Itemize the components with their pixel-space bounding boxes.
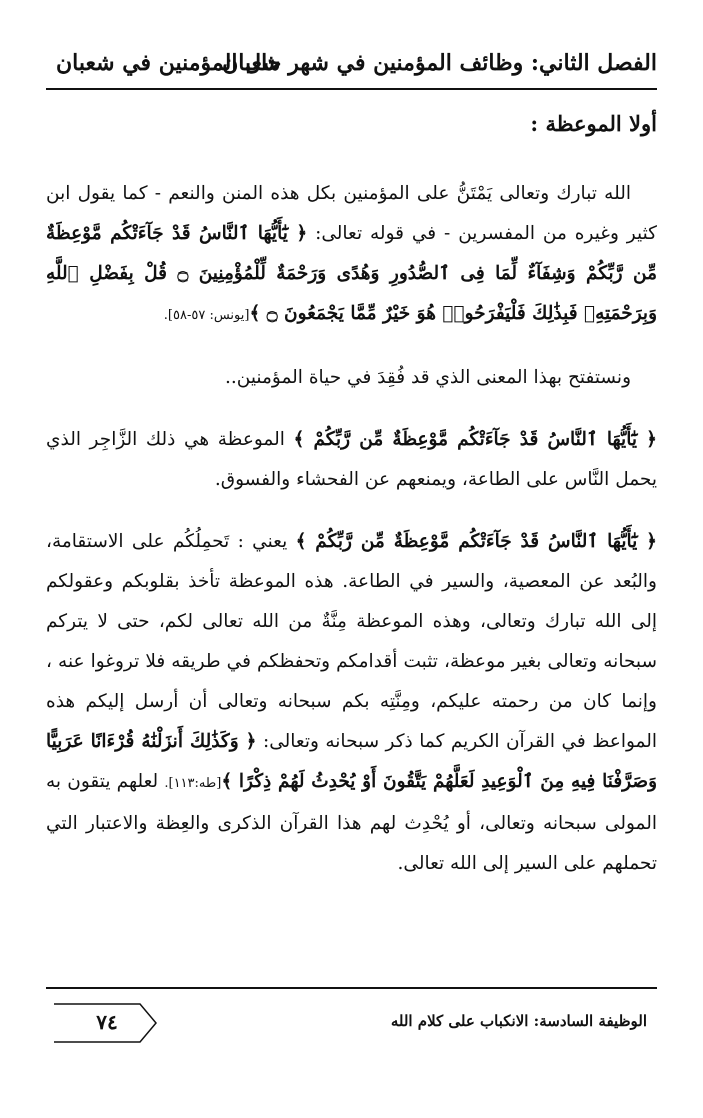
quran-verse: ﴿ يَٰٓأَيُّهَا ٱلنَّاسُ قَدْ جَآءَتْكُم مَّوْعِظَةٌ مِّن رَّبِّكُمْ ﴾ <box>293 429 657 450</box>
paragraph-4 <box>46 522 657 884</box>
paragraph-text: الله تبارك وتعالى يَمْتَنُّ على المؤمنين بكل هذه المنن والنعم - كما يقول ابن كثير وغيره من المفسرين - في قوله تعالى: <box>46 183 657 244</box>
page-footer <box>46 1000 657 1050</box>
quran-verse: ﴿ وَكَذَٰلِكَ أَنزَلْنَٰهُ قُرْءَانًا عَرَبِيًّا وَصَرَّفْنَا فِيهِ مِنَ ٱلْوَعِيدِ لَعَلَّهُمْ يَتَّقُونَ أَوْ يُحْدِثُ لَهُمْ ذِكْرًا ﴾ <box>46 731 658 792</box>
footer-divider <box>46 987 657 989</box>
quran-verse: ﴿ يَٰٓأَيُّهَا ٱلنَّاسُ قَدْ جَآءَتْكُم مَّوْعِظَةٌ مِّن رَّبِّكُمْ ﴾ <box>295 531 657 552</box>
paragraph-3 <box>46 420 657 500</box>
page-body <box>46 100 657 906</box>
verse-reference: [يونس: ٥٧-٥٨]. <box>163 308 250 323</box>
header-divider <box>46 88 657 90</box>
section-heading: أولا الموعظة : <box>530 111 657 136</box>
paragraph-text: الموعظة هي ذلك الزَّاجِر الذي يحمل النَّاس على الطاعة، ويمنعهم عن الفحشاء والفسوق. <box>46 429 657 490</box>
paragraph-1 <box>46 174 657 336</box>
quran-verse: ﴿ يَٰٓأَيُّهَا ٱلنَّاسُ قَدْ جَآءَتْكُم مَّوْعِظَةٌ مِّن رَّبِّكُمْ وَشِفَآءٌ لِّمَا فِى ٱلصُّدُورِ وَهُدًى وَرَحْمَةٌ لِّلْمُؤْمِنِينَ ۝ قُلْ بِفَضْلِ ٱللَّهِ وَبِرَحْمَتِهِۦ فَبِذَٰلِكَ فَلْيَفْرَحُوا۟ هُوَ خَيْرٌ مِّمَّا يَجْمَعُونَ ۝ ﴾ <box>46 223 657 324</box>
page-number-tab <box>52 1000 162 1046</box>
page-number: ٧٤ <box>96 1010 118 1034</box>
verse-reference: [طه:١١٣]. <box>164 776 222 791</box>
footer-title: الوظيفة السادسة: الانكباب على كلام الله <box>390 1012 647 1030</box>
section-title: حال المؤمنين في شعبان <box>56 50 282 76</box>
chapter-title: الفصل الثاني: وظائف المؤمنين في شهر شعبان <box>222 50 657 76</box>
paragraph-2: ونستفتح بهذا المعنى الذي قد فُقِدَ في حياة المؤمنين.. <box>224 367 631 388</box>
running-header <box>46 50 657 90</box>
paragraph-text: يعني : تَحمِلُكُم على الاستقامة، والبُعد عن المعصية، والسير في الطاعة. هذه الموعظة تأخذ بقلوبكم وعقولكم إلى الله تبارك وتعالى، وهذه الموعظة مِنَّةٌ من الله تعالى لكم، حتى لا يتركم سبحانه وتعالى بغير موعظة، تثبت أقدامكم وتحفظكم في طريقه فلا تروغوا عنه ، وإنما كان من رحمته عليكم، ومِنَّتِه بكم سبحانه وتعالى أن أرسل إليكم هذه المواعظ في القرآن الكريم كما ذكر سبحانه وتعالى: <box>46 531 657 752</box>
paragraph-text: لعلهم يتقون به المولى سبحانه وتعالى، أو يُحْدِث لهم هذا القرآن الذكرى والعِظة والاعتبار التي تحملهم على السير إلى الله تعالى. <box>46 771 657 874</box>
